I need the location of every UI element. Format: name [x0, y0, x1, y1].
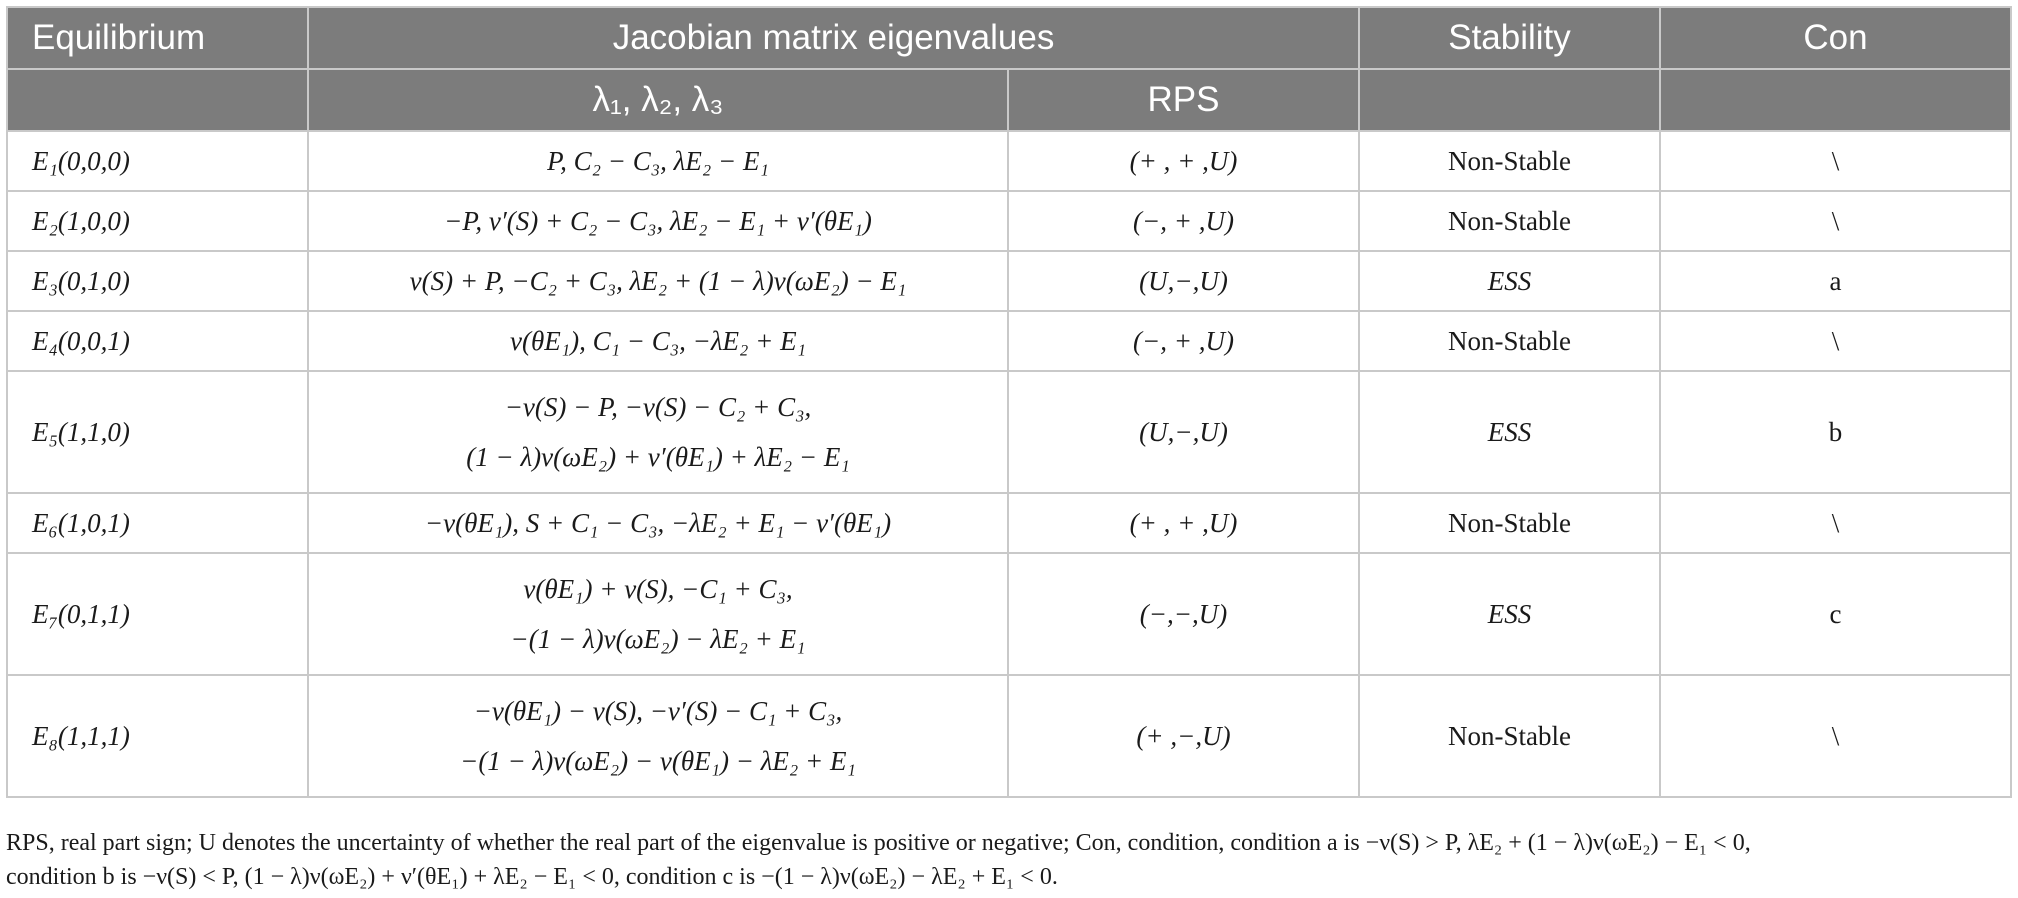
table-row [7, 371, 2011, 493]
equilibrium-cell: E₈(1,1,1) [7, 675, 308, 797]
eigenvalues-cell [308, 191, 1008, 251]
stability-cell: ESS [1359, 251, 1660, 311]
eigenvalues-cell [308, 371, 1008, 493]
eigenvalue-line: −(1 − λ)ν(ωE₂) − λE₂ + E₁ [510, 624, 806, 654]
header-sub-empty [1359, 69, 1660, 131]
con-cell: a [1660, 251, 2011, 311]
stability-cell: Non-Stable [1359, 675, 1660, 797]
eigenvalues-cell [308, 251, 1008, 311]
table-row [7, 131, 2011, 191]
header-lambdas: λ₁, λ₂, λ₃ [308, 69, 1008, 131]
con-cell: \ [1660, 311, 2011, 371]
header-stability: Stability [1359, 7, 1660, 69]
rps-cell: (−, + ,U) [1008, 311, 1359, 371]
equilibrium-cell: E₇(0,1,1) [7, 553, 308, 675]
rps-cell: (U,−,U) [1008, 251, 1359, 311]
con-cell: c [1660, 553, 2011, 675]
header-rps: RPS [1008, 69, 1359, 131]
equilibrium-cell: E₆(1,0,1) [7, 493, 308, 553]
eigenvalue-line: P, C₂ − C₃, λE₂ − E₁ [547, 146, 769, 176]
eigenvalues-cell [308, 675, 1008, 797]
eigenvalue-line: −ν(S) − P, −ν(S) − C₂ + C₃, [504, 392, 812, 422]
stability-cell: Non-Stable [1359, 191, 1660, 251]
stability-cell: ESS [1359, 371, 1660, 493]
eigenvalues-cell [308, 311, 1008, 371]
con-cell: \ [1660, 493, 2011, 553]
con-cell: b [1660, 371, 2011, 493]
eigenvalues-cell [308, 131, 1008, 191]
table-row [7, 675, 2011, 797]
rps-cell: (−, + ,U) [1008, 191, 1359, 251]
rps-cell: (U,−,U) [1008, 371, 1359, 493]
eigenvalue-table [6, 6, 2012, 798]
con-cell: \ [1660, 131, 2011, 191]
stability-cell: ESS [1359, 553, 1660, 675]
table-row [7, 311, 2011, 371]
header-sub-empty [7, 69, 308, 131]
table-row [7, 553, 2011, 675]
eigenvalue-line: −ν(θE₁) − ν(S), −ν′(S) − C₁ + C₃, [473, 696, 843, 726]
rps-cell: (+ , + ,U) [1008, 131, 1359, 191]
equilibrium-cell: E₅(1,1,0) [7, 371, 308, 493]
eigenvalue-line: −ν(θE₁), S + C₁ − C₃, −λE₂ + E₁ − ν′(θE₁) [424, 508, 892, 538]
eigenvalue-line: −P, ν′(S) + C₂ − C₃, λE₂ − E₁ + ν′(θE₁) [444, 206, 872, 236]
eigenvalue-table-container [6, 6, 2010, 798]
eigenvalue-line: ν(θE₁) + ν(S), −C₁ + C₃, [523, 574, 793, 604]
rps-cell: (+ , + ,U) [1008, 493, 1359, 553]
eigenvalue-line: ν(S) + P, −C₂ + C₃, λE₂ + (1 − λ)ν(ωE₂) − E₁ [409, 266, 907, 296]
stability-cell: Non-Stable [1359, 311, 1660, 371]
equilibrium-cell: E₄(0,0,1) [7, 311, 308, 371]
con-cell: \ [1660, 675, 2011, 797]
stability-cell: Non-Stable [1359, 493, 1660, 553]
eigenvalues-cell [308, 553, 1008, 675]
equilibrium-cell: E₂(1,0,0) [7, 191, 308, 251]
rps-cell: (−,−,U) [1008, 553, 1359, 675]
equilibrium-cell: E₁(0,0,0) [7, 131, 308, 191]
stability-cell: Non-Stable [1359, 131, 1660, 191]
eigenvalues-cell [308, 493, 1008, 553]
rps-cell: (+ ,−,U) [1008, 675, 1359, 797]
equilibrium-cell: E₃(0,1,0) [7, 251, 308, 311]
table-row [7, 493, 2011, 553]
table-row [7, 251, 2011, 311]
header-jacobian: Jacobian matrix eigenvalues [308, 7, 1359, 69]
header-con: Con [1660, 7, 2011, 69]
header-equilibrium: Equilibrium [7, 7, 308, 69]
table-row [7, 191, 2011, 251]
footnote-line: RPS, real part sign; U denotes the uncertainty of whether the real part of the eigenvalue is positive or negative; Con, condition, condition a is −ν(S) > P, λE₂ + (1 − λ)ν(ωE₂) − E₁ < 0, [6, 830, 1751, 856]
header-sub-empty [1660, 69, 2011, 131]
footnote-line: condition b is −ν(S) < P, (1 − λ)ν(ωE₂) + ν′(θE₁) + λE₂ − E₁ < 0, condition c is −(1 − λ)ν(ωE₂) − λE₂ + E₁ < 0. [6, 864, 1058, 890]
eigenvalue-line: −(1 − λ)ν(ωE₂) − ν(θE₁) − λE₂ + E₁ [460, 746, 856, 776]
table-footnote [6, 826, 2010, 894]
eigenvalue-line: ν(θE₁), C₁ − C₃, −λE₂ + E₁ [509, 326, 806, 356]
con-cell: \ [1660, 191, 2011, 251]
eigenvalue-line: (1 − λ)ν(ωE₂) + ν′(θE₁) + λE₂ − E₁ [466, 442, 850, 472]
